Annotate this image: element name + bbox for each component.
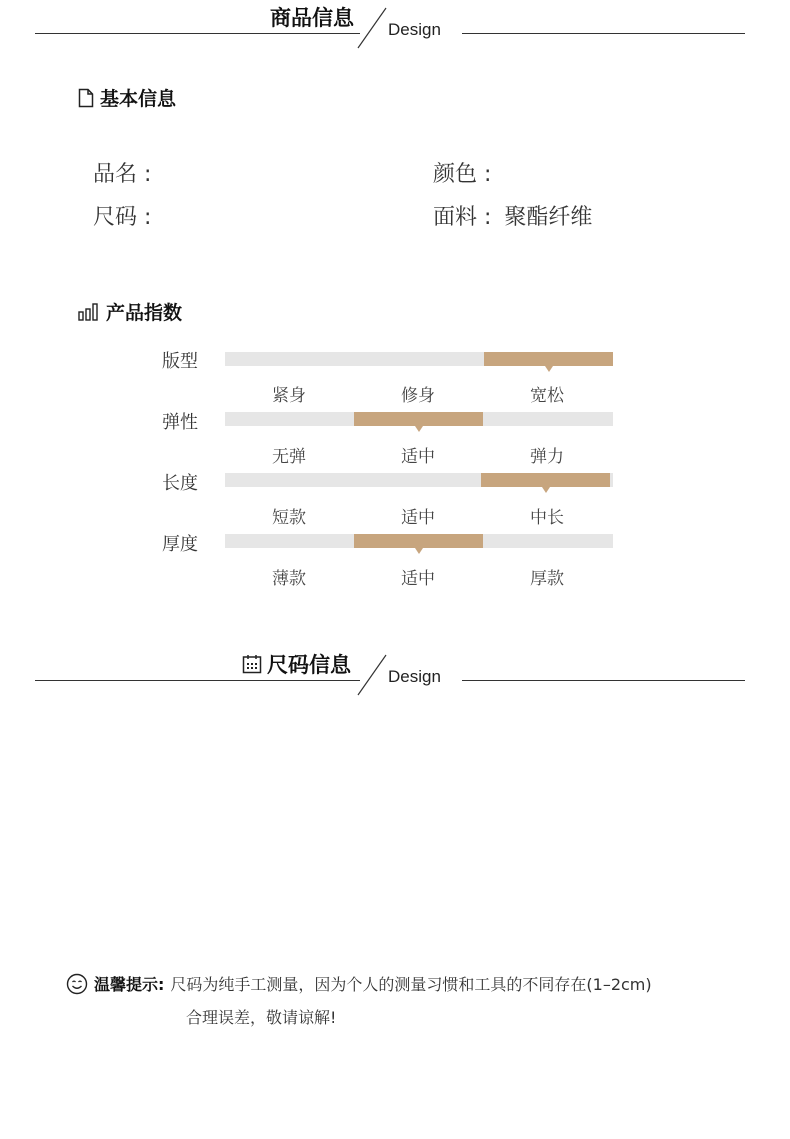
section-title-text: 尺码信息 — [267, 653, 351, 677]
section-header-product-info — [0, 0, 790, 60]
index-option: 适中 — [401, 447, 435, 467]
fabric-label: 面料 : — [433, 205, 492, 230]
index-label-thickness: 厚度 — [162, 534, 198, 555]
index-option: 紧身 — [272, 386, 306, 406]
index-bar-fill — [484, 352, 613, 366]
tip-text: 尺码为纯手工测量，因为个人的测量习惯和工具的不同存在(1–2cm) — [170, 975, 652, 994]
product-index-title — [78, 298, 182, 325]
design-label: Design — [388, 20, 441, 39]
basic-info-title-text: 基本信息 — [100, 88, 177, 110]
smiley-icon — [66, 973, 88, 995]
slash-divider — [356, 6, 390, 50]
fabric-field — [433, 200, 592, 231]
index-bar-elasticity — [225, 412, 613, 426]
index-option: 适中 — [401, 569, 435, 589]
product-index-title-text: 产品指数 — [106, 302, 183, 324]
calendar-icon — [242, 654, 262, 674]
index-option: 短款 — [272, 508, 306, 528]
index-option: 宽松 — [530, 386, 564, 406]
slash-divider — [356, 653, 390, 697]
index-option: 修身 — [401, 386, 435, 406]
tip-title: 温馨提示: — [94, 975, 165, 994]
fabric-value: 聚酯纤维 — [504, 205, 593, 230]
document-icon — [78, 88, 94, 108]
section-header-size-info — [0, 647, 790, 707]
index-bar-length — [225, 473, 613, 487]
bar-chart-icon — [78, 303, 100, 321]
index-bar-fill — [354, 534, 483, 548]
index-label-elasticity: 弹性 — [162, 412, 198, 433]
divider-right — [462, 680, 745, 681]
divider-left — [35, 680, 360, 681]
index-option: 厚款 — [530, 569, 564, 589]
index-bar-fill — [354, 412, 483, 426]
index-label-length: 长度 — [162, 473, 198, 494]
index-option: 适中 — [401, 508, 435, 528]
index-option: 中长 — [530, 508, 564, 528]
color-label: 颜色 : — [433, 162, 492, 187]
index-option: 弹力 — [530, 447, 564, 467]
index-label-fit: 版型 — [162, 351, 198, 372]
index-option: 薄款 — [272, 569, 306, 589]
index-bar-thickness — [225, 534, 613, 548]
section-title — [242, 649, 351, 679]
tip-line — [66, 972, 652, 995]
divider-left — [35, 33, 360, 34]
basic-info-title — [78, 84, 176, 111]
product-name-label: 品名 : — [93, 162, 152, 187]
index-bar-fill — [481, 473, 610, 487]
design-label: Design — [388, 667, 441, 686]
tip-text-continued: 合理误差，敬请谅解! — [186, 1008, 337, 1027]
divider-right — [462, 33, 745, 34]
index-bar-fit — [225, 352, 613, 366]
index-option: 无弹 — [272, 447, 306, 467]
section-title: 商品信息 — [270, 6, 354, 30]
size-label: 尺码 : — [93, 205, 152, 230]
